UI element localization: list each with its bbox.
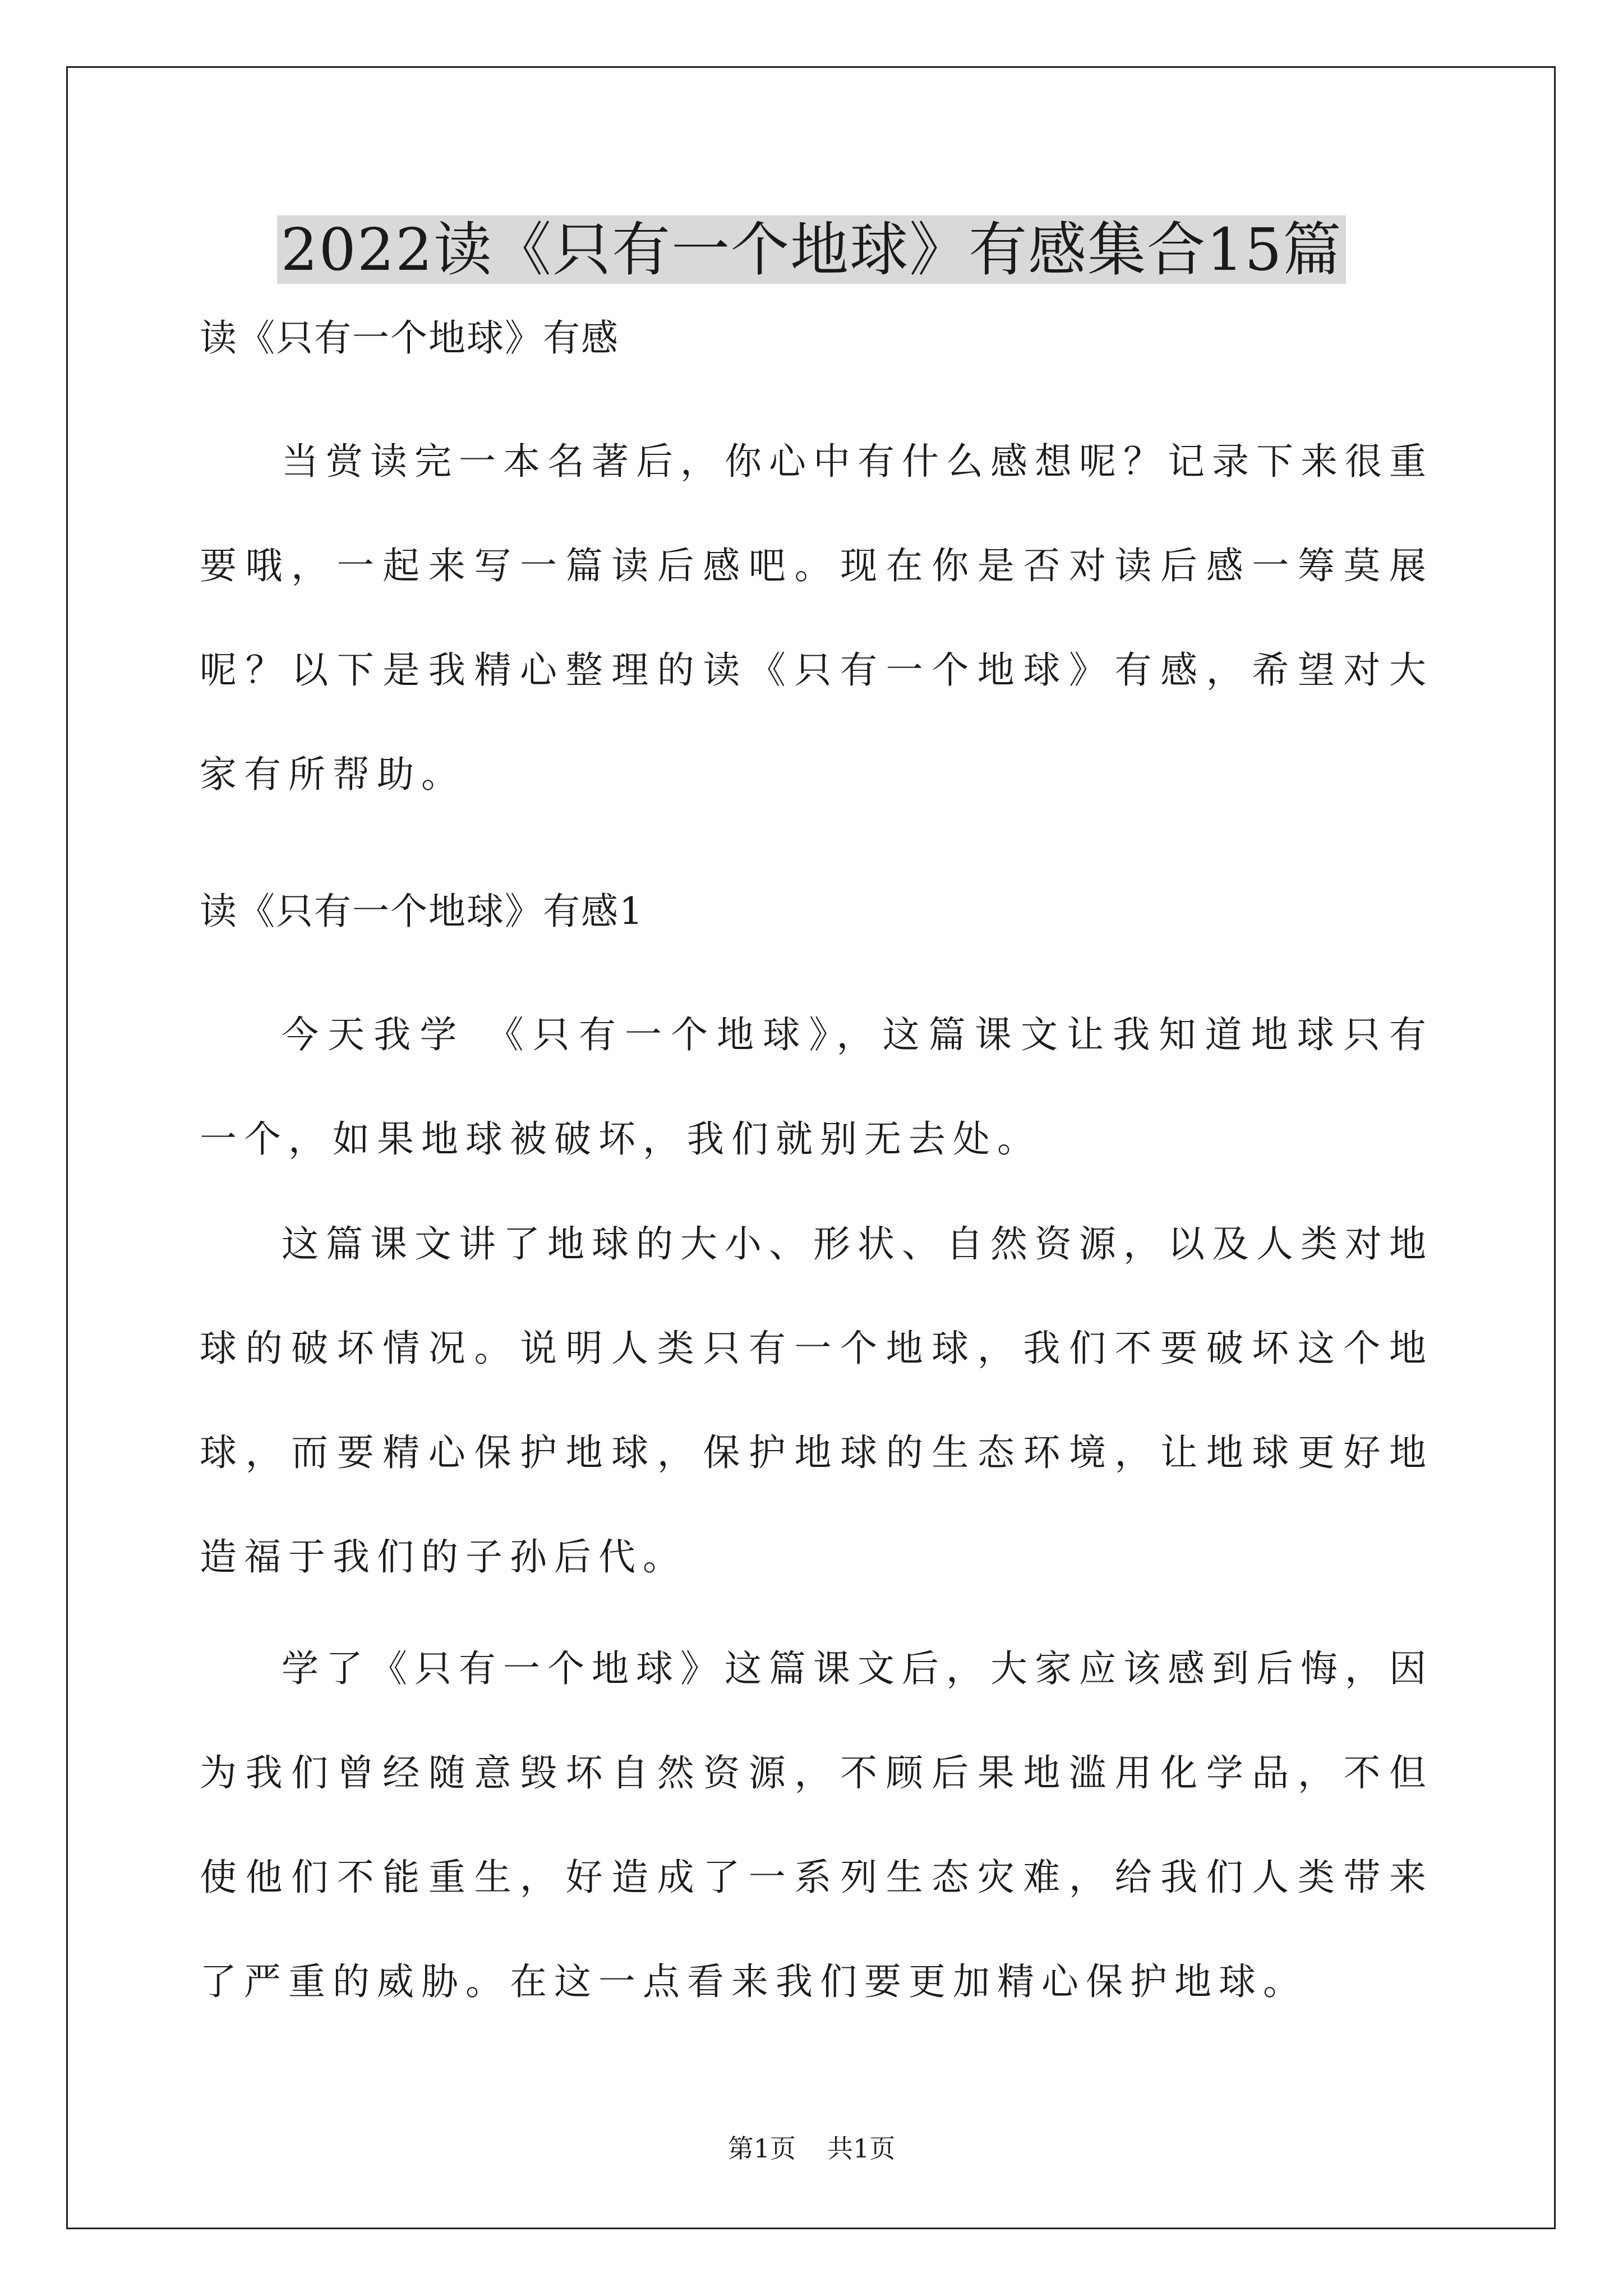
intro-heading: 读《只有一个地球》有感: [200, 316, 619, 360]
section1-paragraph-2: 这篇课文讲了地球的大小、形状、自然资源，以及人类对地球的破坏情况。说明人类只有一个地球，我们不要破坏这个地球，而要精心保护地球，保护地球的生态环境，让地球更好地造福于我们的子孙后代。: [200, 1222, 1433, 1579]
page-number-total: 共1页: [827, 2133, 896, 2164]
document-title-text: 2022读《只有一个地球》有感集合15篇: [277, 215, 1345, 284]
page-footer: [0, 2132, 1623, 2165]
section1-heading: 读《只有一个地球》有感1: [200, 890, 644, 933]
document-title: [0, 208, 1623, 292]
intro-paragraph: 当赏读完一本名著后，你心中有什么感想呢？记录下来很重要哦，一起来写一篇读后感吧。现在你是否对读后感一筹莫展呢？以下是我精心整理的读《只有一个地球》有感，希望对大家有所帮助。: [200, 440, 1433, 796]
section1-paragraph-1: 今天我学 《只有一个地球》，这篇课文让我知道地球只有一个，如果地球被破坏，我们就别无去处。: [200, 1013, 1433, 1161]
section1-paragraph-3: 学了《只有一个地球》这篇课文后，大家应该感到后悔，因为我们曾经随意毁坏自然资源，不顾后果地滥用化学品，不但使他们不能重生，好造成了一系列生态灾难，给我们人类带来了严重的威胁。在这一点看来我们要更加精心保护地球。: [200, 1647, 1433, 2003]
page-number-current: 第1页: [727, 2133, 796, 2164]
